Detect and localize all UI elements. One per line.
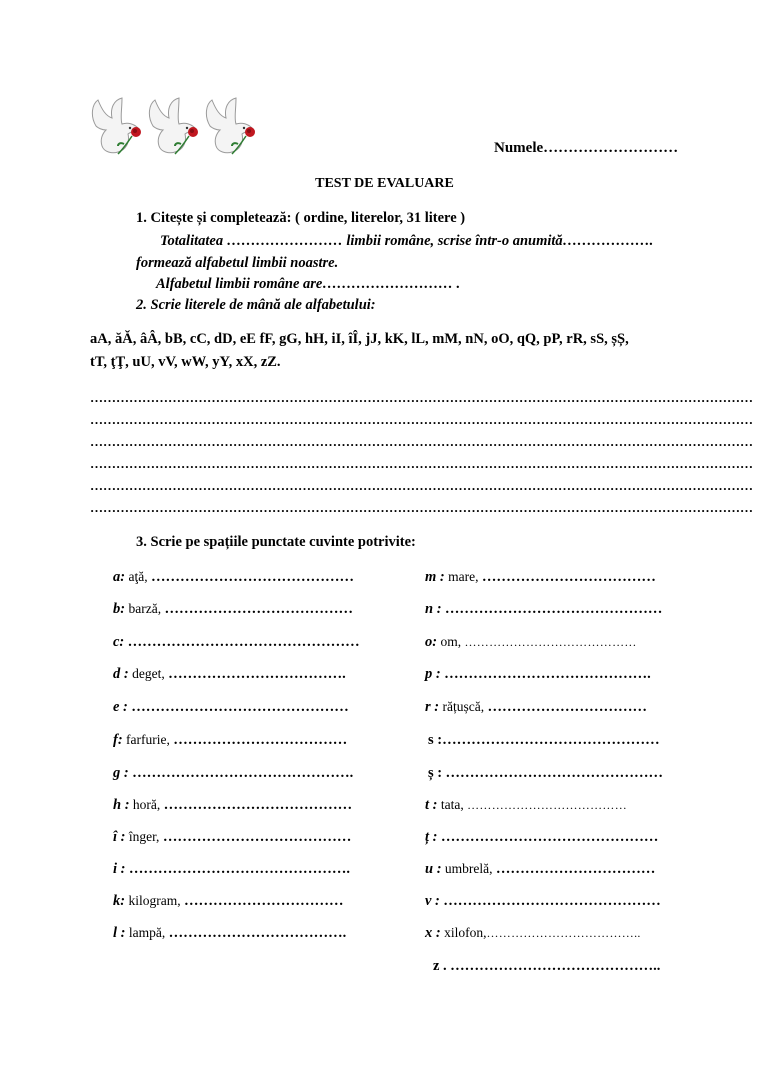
example-word: farfurie, (122, 732, 174, 747)
alphabet-line-1: aA, ăĂ, âÂ, bB, cC, dD, eE fF, gG, hH, iI, îÎ, jJ, kK, lL, mM, nN, oO, qQ, pP, rR, sS, șȘ, (90, 331, 629, 347)
answer-blank: ……………………………………… (440, 829, 659, 845)
letter-label: m : (425, 569, 445, 585)
answer-blank: …………………………… (487, 699, 647, 715)
example-word: lampă, (125, 925, 169, 940)
question-1-heading: 1. Citește și completează: ( ordine, literelor, 31 litere ) (136, 210, 466, 226)
letter-label: n : (425, 601, 442, 617)
letter-label: g : (113, 765, 129, 781)
letter-label: i : (113, 861, 126, 877)
letter-label: h : (113, 797, 130, 813)
answer-blank: ……………………………………… (131, 699, 349, 715)
answer-blank: ……………………………… (173, 732, 348, 748)
word-item-right (425, 699, 647, 716)
letter-label: p : (425, 666, 441, 682)
letter-label: d : (113, 666, 129, 682)
writing-line: ……………………………………………………………………………………………………………………………………… (90, 412, 753, 427)
word-item-right (425, 861, 655, 878)
answer-blank: …………………………… (495, 861, 656, 877)
word-item-left (113, 925, 346, 942)
letter-label: ț : (425, 829, 438, 845)
word-item-left (113, 666, 346, 683)
word-item-right (425, 634, 637, 651)
word-item-right (425, 569, 656, 586)
word-item-left (113, 732, 347, 749)
question-1-line-1: Totalitatea …………………… limbii române, scrise într-o anumită………………. (160, 233, 654, 249)
example-word: aţă, (125, 569, 151, 584)
example-word: barză, (125, 601, 165, 616)
example-word: înger, (125, 829, 163, 844)
word-item-left (113, 861, 350, 878)
answer-blank: ……………………………………… (442, 732, 660, 748)
word-item-left (113, 765, 353, 782)
writing-line: ……………………………………………………………………………………………………………………………………… (90, 456, 753, 471)
word-item-right (425, 829, 658, 846)
word-item-left (113, 601, 353, 618)
writing-line: ……………………………………………………………………………………………………………………………………… (90, 434, 753, 449)
letter-label: v : (425, 893, 440, 909)
answer-blank: …………………………………… (150, 569, 354, 585)
word-item-right (428, 765, 663, 782)
letter-label: ș : (428, 765, 443, 781)
example-word: deget, (128, 666, 169, 681)
answer-blank: …………………………………… (464, 635, 637, 649)
word-item-left (113, 634, 360, 651)
word-item-right (425, 925, 641, 942)
question-1-line-2: formează alfabetul limbii noastre. (136, 255, 339, 271)
answer-blank: ………………………………………. (128, 861, 350, 877)
letter-label: z . (433, 958, 447, 974)
letter-label: r : (425, 699, 440, 715)
letter-label: f: (113, 732, 123, 748)
answer-blank: ………………………………. (168, 666, 346, 682)
dove-with-rose-icon (202, 96, 258, 158)
answer-blank: ………………………………… (467, 798, 628, 812)
dove-with-rose-icon (145, 96, 201, 158)
word-item-left (113, 569, 354, 586)
letter-label: s : (428, 732, 443, 748)
writing-line: ……………………………………………………………………………………………………………………………………… (90, 390, 753, 405)
letter-label: a: (113, 569, 126, 585)
doves-clipart (88, 96, 263, 158)
letter-label: t : (425, 797, 438, 813)
example-word: kilogram, (125, 893, 184, 908)
answer-blank: ……………………………………. (444, 666, 651, 682)
word-item-left (113, 829, 351, 846)
answer-blank: ………………………………………. (132, 765, 354, 781)
answer-blank: ……………………………….. (486, 926, 641, 940)
letter-label: u : (425, 861, 442, 877)
dove-with-rose-icon (88, 96, 144, 158)
letter-label: c: (113, 634, 125, 650)
word-item-right (425, 666, 651, 683)
word-item-right (428, 732, 660, 749)
student-name-field: Numele……………………… (494, 140, 679, 156)
question-3-heading: 3. Scrie pe spațiile punctate cuvinte potrivite: (136, 534, 416, 550)
example-word: umbrelă, (441, 861, 496, 876)
word-item-right (425, 893, 661, 910)
word-item-left (113, 893, 343, 910)
answer-blank: ………………………………………… (127, 634, 360, 650)
example-word: mare, (444, 569, 482, 584)
word-item-left (113, 699, 349, 716)
alphabet-line-2: tT, ţŢ, uU, vV, wW, yY, xX, zZ. (90, 354, 281, 370)
question-2-heading: 2. Scrie literele de mână ale alfabetului: (136, 297, 376, 313)
answer-blank: ……………………………… (481, 569, 656, 585)
word-item-right (433, 958, 660, 975)
example-word: rățușcă, (439, 699, 488, 714)
word-item-right (425, 601, 662, 618)
answer-blank: ……………………………………… (444, 601, 663, 617)
letter-label: k: (113, 893, 126, 909)
example-word: om, (437, 634, 465, 649)
word-item-left (113, 797, 352, 814)
letter-label: b: (113, 601, 126, 617)
answer-blank: …………………………… (183, 893, 344, 909)
page-title: TEST DE EVALUARE (315, 176, 454, 191)
word-item-right (425, 797, 627, 814)
letter-label: î : (113, 829, 126, 845)
writing-line: ……………………………………………………………………………………………………………………………………… (90, 500, 753, 515)
answer-blank: ………………………………. (168, 925, 347, 941)
example-word: xilofon, (440, 925, 487, 940)
letter-label: x : (425, 925, 441, 941)
letter-label: e : (113, 699, 128, 715)
question-1-line-3: Alfabetul limbii române are……………………… . (156, 276, 461, 292)
letter-label: l : (113, 925, 126, 941)
answer-blank: ……………………………………… (445, 765, 663, 781)
answer-blank: ………………………………… (163, 797, 353, 813)
answer-blank: …………………………………….. (450, 958, 661, 974)
answer-blank: ………………………………… (164, 601, 353, 617)
example-word: tata, (437, 797, 468, 812)
answer-blank: ………………………………… (162, 829, 352, 845)
answer-blank: ……………………………………… (443, 893, 661, 909)
example-word: horă, (129, 797, 164, 812)
letter-label: o: (425, 634, 438, 650)
writing-line: ……………………………………………………………………………………………………………………………………… (90, 478, 753, 493)
